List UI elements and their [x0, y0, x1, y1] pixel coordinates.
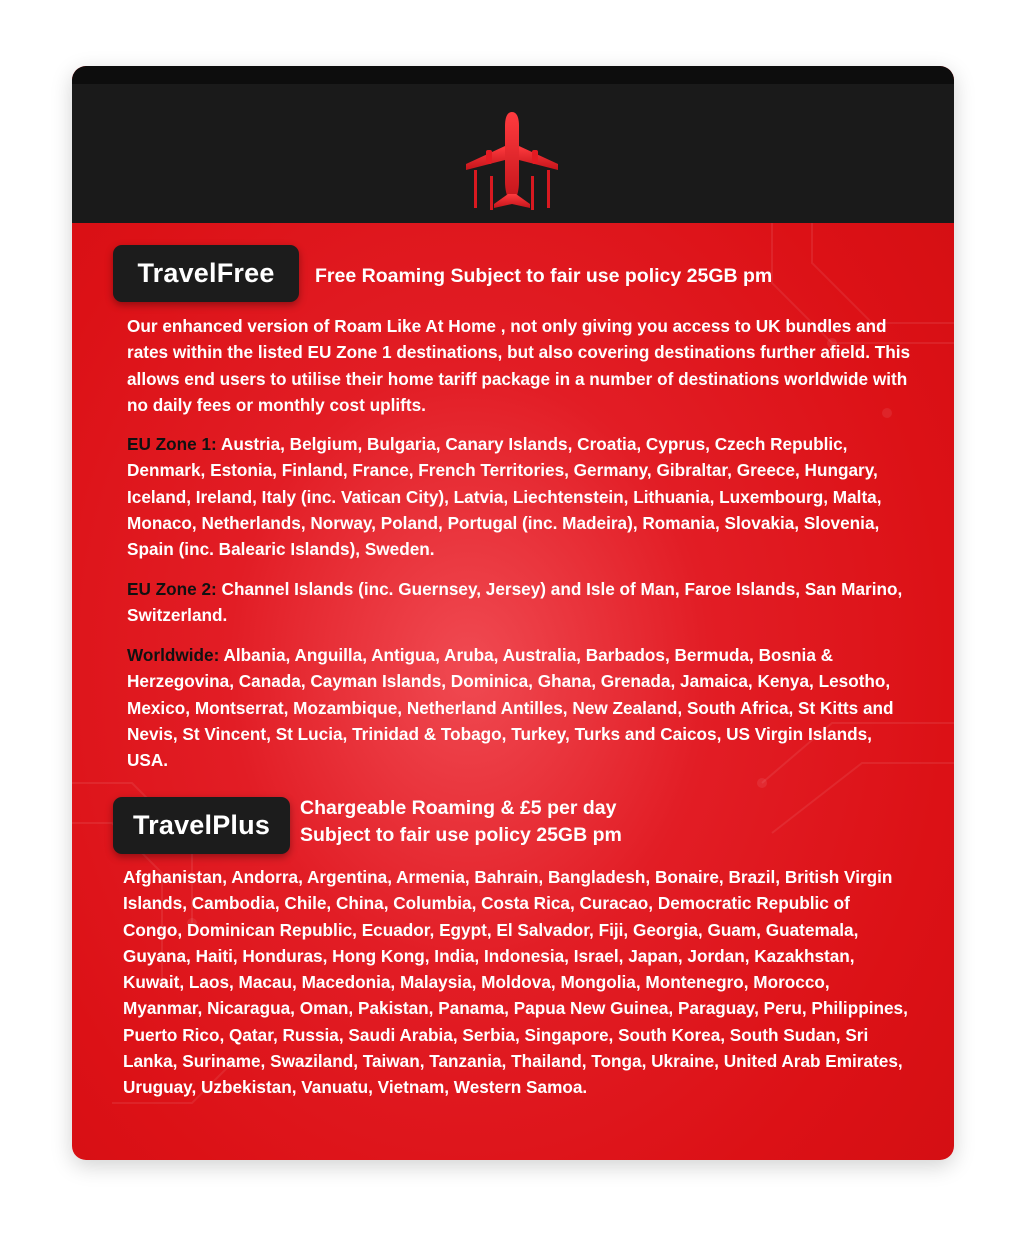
travelplus-badge: [113, 797, 290, 854]
roaming-info-card: [72, 66, 954, 1160]
airplane-icon: [464, 112, 560, 216]
worldwide-paragraph: [127, 642, 917, 773]
travelplus-countries: Afghanistan, Andorra, Argentina, Armenia, Bahrain, Bangladesh, Bonaire, Brazil, British Virgin Islands, Cambodia, Chile, China, Columbia, Costa Rica, Curacao, Democratic Republic of Congo, Dominican Republic, Ecuador, Egypt, El Salvador, Fiji, Georgia, Guam, Guatemala, Guyana, Haiti, Honduras, Hong Kong, India, Indonesia, Israel, Japan, Jordan, Kazakhstan, Kuwait, Laos, Macau, Macedonia, Malaysia, Moldova, Mongolia, Montenegro, Morocco, Myanmar, Nicaragua, Oman, Pakistan, Panama, Papua New Guinea, Paraguay, Peru, Philippines, Puerto Rico, Qatar, Russia, Saudi Arabia, Serbia, Singapore, South Korea, South Sudan, Sri Lanka, Suriname, Swaziland, Taiwan, Tanzania, Thailand, Tonga, Ukraine, United Arab Emirates, Uruguay, Uzbekistan, Vanuatu, Vietnam, Western Samoa.: [123, 867, 908, 1098]
travelfree-title: TravelFree: [137, 258, 275, 288]
travelfree-intro: Our enhanced version of Roam Like At Home , not only giving you access to UK bundles and rates within the listed EU Zone 1 destinations, but also covering destinations further afield. This allows end users to utilise their home tariff package in a number of destinations worldwide with no daily fees or monthly cost uplifts.: [127, 316, 911, 415]
eu-zone-1-label: EU Zone 1:: [127, 434, 217, 454]
eu-zone-2-label: EU Zone 2:: [127, 579, 217, 599]
eu-zone-1-countries: Austria, Belgium, Bulgaria, Canary Islands, Croatia, Cyprus, Czech Republic, Denmark, Estonia, Finland, France, French Territories, Germany, Gibraltar, Greece, Hungary, Iceland, Ireland, Italy (inc. Vatican City), Latvia, Liechtenstein, Lithuania, Luxembourg, Malta, Monaco, Netherlands, Norway, Poland, Portugal (inc. Madeira), Romania, Slovakia, Slovenia, Spain (inc. Balearic Islands), Sweden.: [127, 434, 882, 560]
travelplus-title: TravelPlus: [132, 810, 271, 840]
travelfree-badge: [113, 245, 299, 302]
eu-zone-1-paragraph: [127, 431, 917, 562]
travelplus-subtitle: [300, 795, 622, 849]
eu-zone-2-paragraph: [127, 576, 917, 629]
travelfree-subtitle: Free Roaming Subject to fair use policy 25GB pm: [315, 265, 773, 287]
eu-zone-2-countries: Channel Islands (inc. Guernsey, Jersey) and Isle of Man, Faroe Islands, San Marino, Switzerland.: [127, 579, 903, 626]
travelplus-subtitle-line2: Subject to fair use policy 25GB pm: [300, 824, 622, 846]
worldwide-label: Worldwide:: [127, 645, 220, 665]
card-header: [72, 66, 954, 223]
worldwide-countries: Albania, Anguilla, Antigua, Aruba, Australia, Barbados, Bermuda, Bosnia & Herzegovina, Canada, Cayman Islands, Dominica, Ghana, Grenada, Jamaica, Kenya, Lesotho, Mexico, Montserrat, Mozambique, Netherland Antilles, New Zealand, South Africa, St Kitts and Nevis, St Vincent, St Lucia, Trinidad & Tobago, Turkey, Turks and Caicos, US Virgin Islands, USA.: [127, 645, 894, 771]
travelplus-subtitle-line1: Chargeable Roaming & £5 per day: [300, 797, 617, 819]
